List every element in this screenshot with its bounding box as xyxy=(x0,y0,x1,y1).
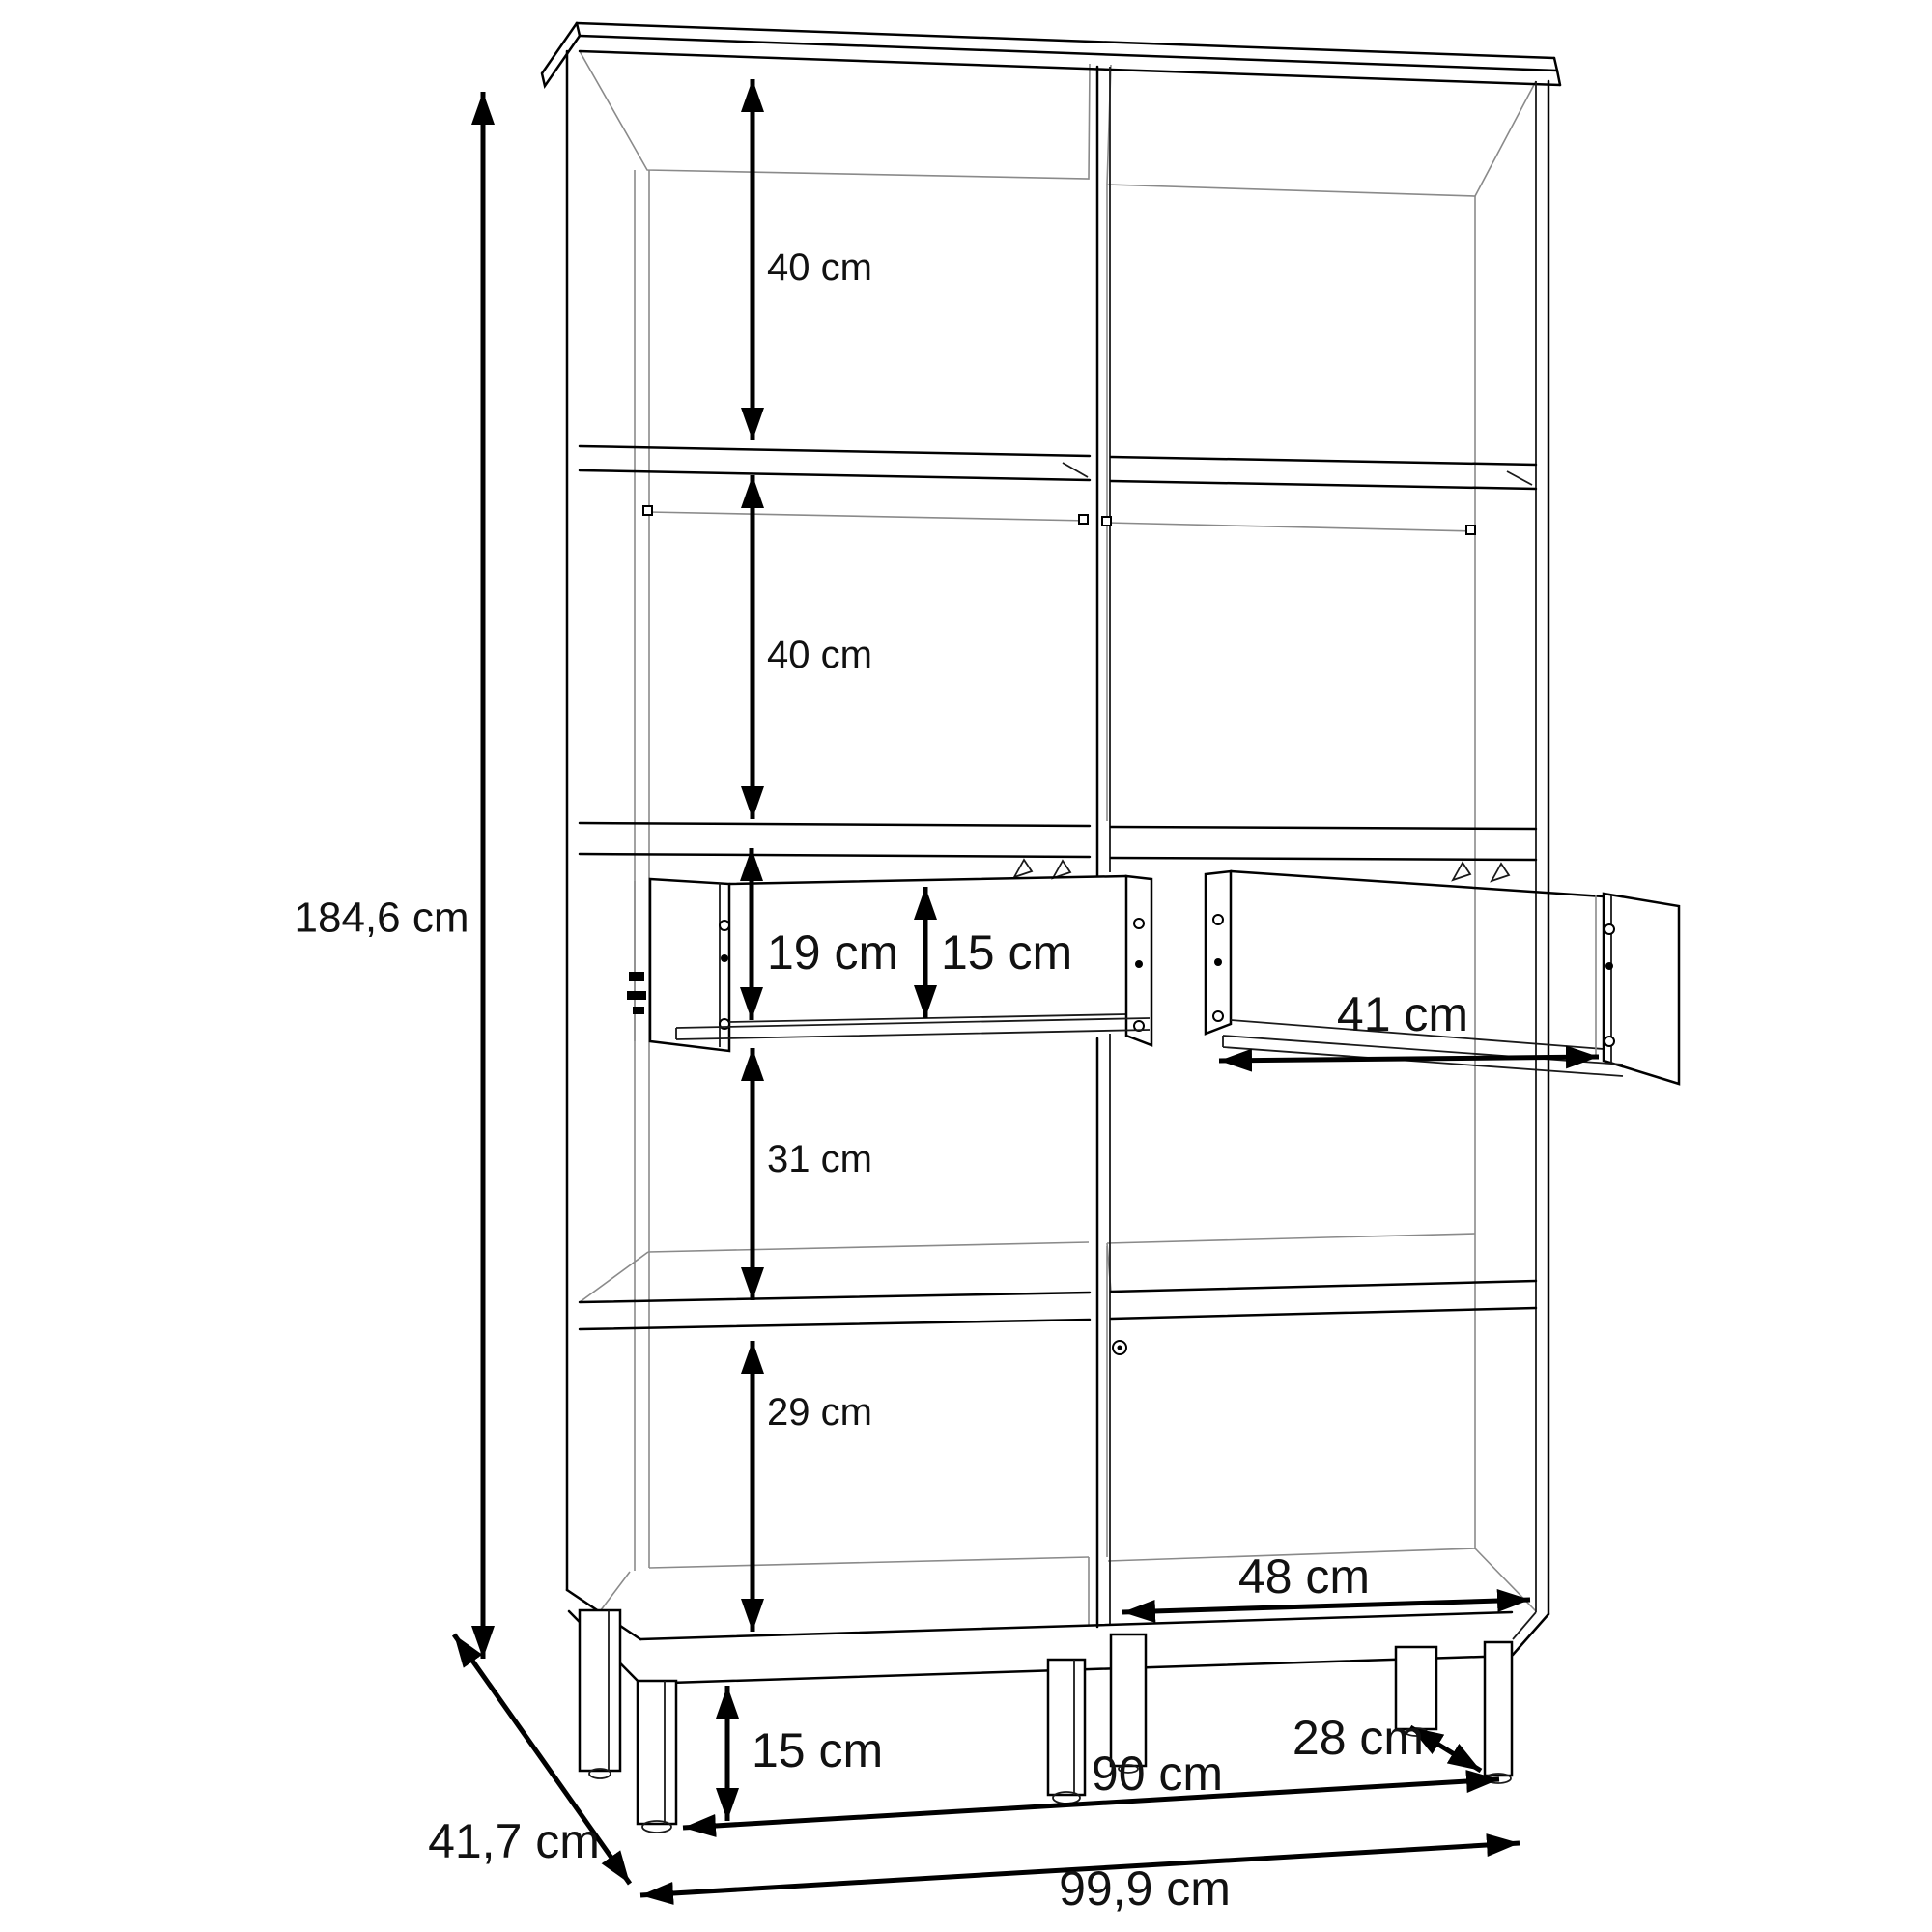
label-bottom-compartment: 29 cm xyxy=(767,1391,872,1434)
cabinet-top-panel xyxy=(542,23,1560,86)
label-middle-compartment: 31 cm xyxy=(767,1138,872,1180)
fixed-shelf xyxy=(580,823,1536,881)
label-total-width: 99,9 cm xyxy=(1059,1861,1231,1916)
label-total-height: 184,6 cm xyxy=(294,894,469,942)
label-drawer-inner-width: 41 cm xyxy=(1336,987,1469,1041)
right-drawer xyxy=(1206,871,1679,1084)
cabinet-interior-lines xyxy=(580,51,1536,1638)
label-second-compartment: 40 cm xyxy=(767,634,872,676)
label-base-clearance: 15 cm xyxy=(752,1723,884,1777)
upper-shelf xyxy=(580,446,1536,534)
label-top-compartment: 40 cm xyxy=(767,246,872,289)
cabinet-sides-and-divider xyxy=(567,51,1548,1627)
label-drawer-inner-height: 15 cm xyxy=(941,925,1073,980)
label-base-span: 90 cm xyxy=(1091,1747,1224,1801)
label-drawer-front-height: 19 cm xyxy=(767,925,899,980)
lower-shelf xyxy=(580,1281,1536,1354)
label-total-depth: 41,7 cm xyxy=(428,1814,600,1868)
label-base-depth: 28 cm xyxy=(1292,1711,1425,1765)
dimension-labels xyxy=(295,246,1469,1916)
label-bottom-inner-width: 48 cm xyxy=(1237,1549,1371,1604)
dim-arrow-drawer-inner-width xyxy=(1219,1057,1599,1061)
